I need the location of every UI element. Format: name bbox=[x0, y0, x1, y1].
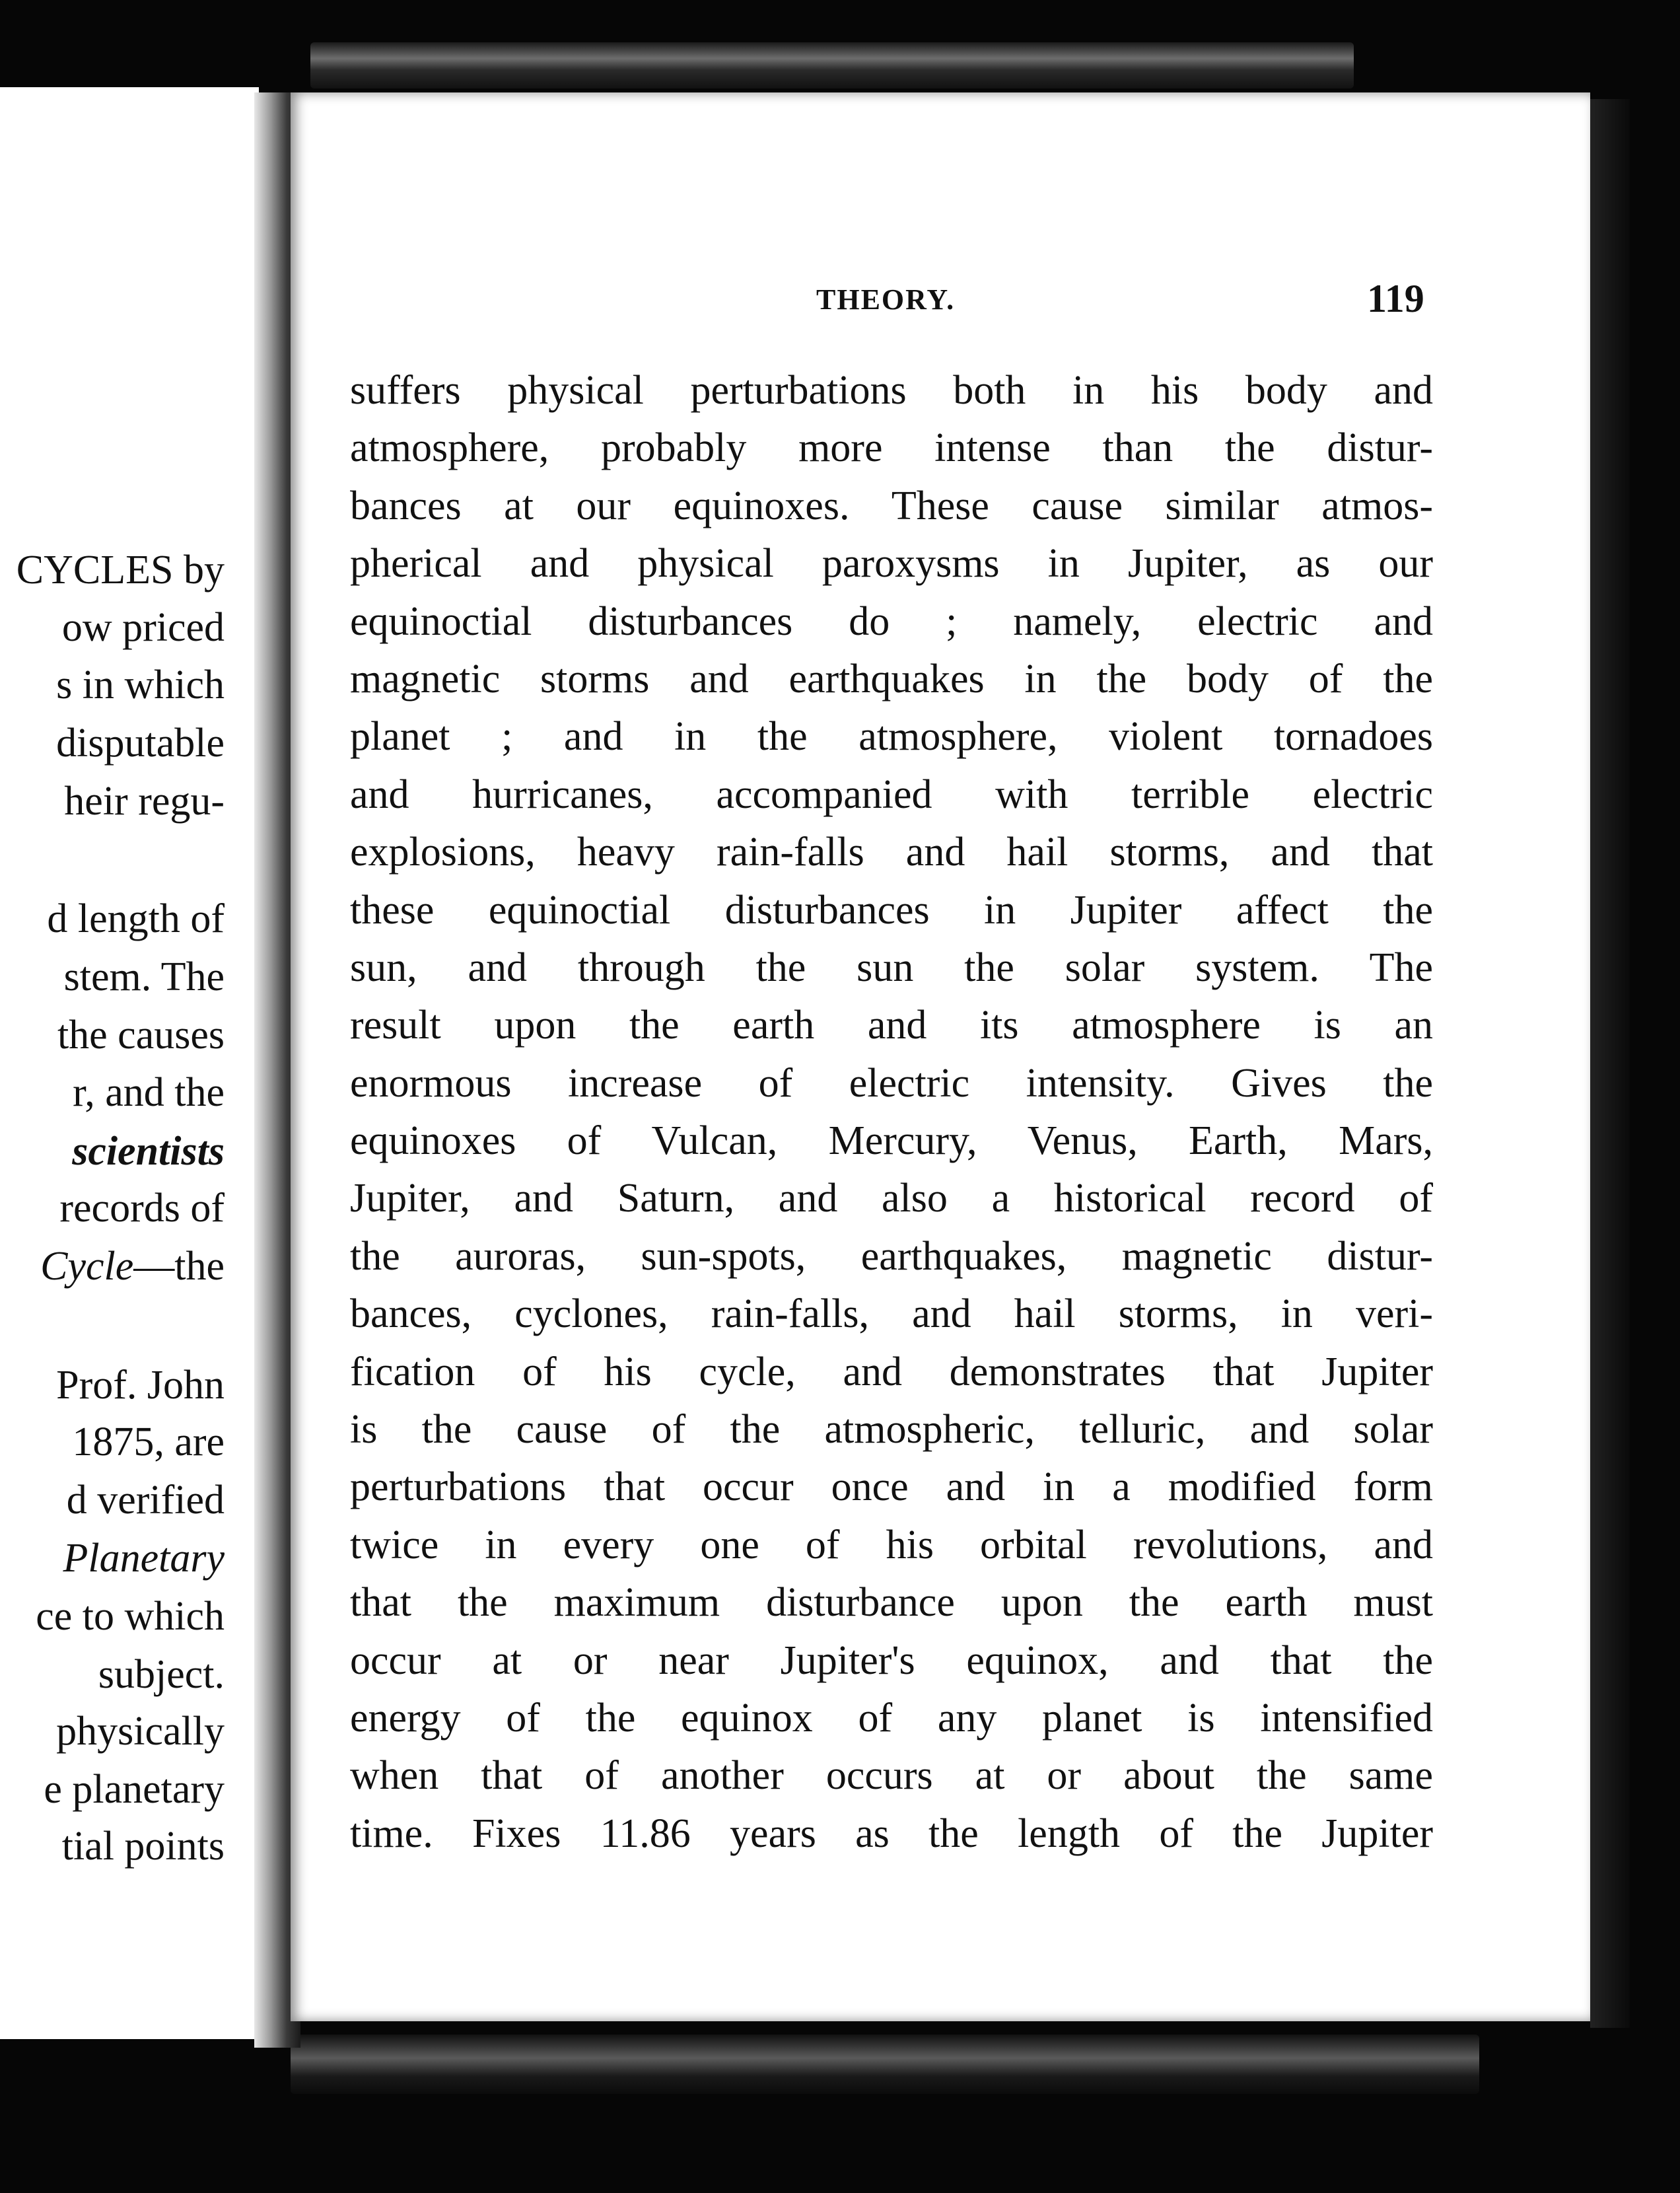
text-line: magnetic storms and earthquakes in the body of the bbox=[350, 656, 1433, 701]
text-line: when that of another occurs at or about the same bbox=[350, 1753, 1433, 1799]
text-line: equinoctial disturbances do ; namely, electric and bbox=[350, 598, 1433, 644]
left-page-line: Prof. John bbox=[56, 1363, 225, 1408]
text-line: sun, and through the sun the solar system. The bbox=[350, 945, 1433, 990]
facing-page-left bbox=[0, 87, 259, 2039]
left-page-line: 1875, are bbox=[72, 1420, 225, 1464]
text-line: suffers physical perturbations both in his body and bbox=[350, 368, 1433, 413]
text-line: twice in every one of his orbital revolutions, and bbox=[350, 1522, 1433, 1567]
text-line: fication of his cycle, and demonstrates that Jupiter bbox=[350, 1349, 1433, 1394]
text-line: occur at or near Jupiter's equinox, and that the bbox=[350, 1637, 1433, 1683]
book-binding-top bbox=[310, 42, 1354, 89]
left-page-line: ow priced bbox=[61, 605, 225, 650]
left-page-line: s in which bbox=[56, 663, 225, 707]
text-line: time. Fixes 11.86 years as the length of the Jupiter bbox=[350, 1811, 1433, 1856]
text-line: result upon the earth and its atmosphere is an bbox=[350, 1003, 1433, 1048]
text-line: perturbations that occur once and in a modified form bbox=[350, 1464, 1433, 1510]
left-page-line: Cycle—the bbox=[40, 1244, 225, 1289]
text-line: equinoxes of Vulcan, Mercury, Venus, Earth, Mars, bbox=[350, 1118, 1433, 1164]
left-page-line: scientists bbox=[72, 1129, 225, 1174]
text-line: explosions, heavy rain-falls and hail storms, and that bbox=[350, 830, 1433, 875]
left-page-line: tial points bbox=[61, 1824, 225, 1869]
text-line: pherical and physical paroxysms in Jupiter, as our bbox=[350, 541, 1433, 587]
text-line: is the cause of the atmospheric, telluric, and solar bbox=[350, 1407, 1433, 1453]
text-line: energy of the equinox of any planet is intensified bbox=[350, 1695, 1433, 1741]
book-binding-bottom bbox=[291, 2034, 1479, 2094]
left-page-line: heir regu- bbox=[64, 779, 225, 824]
left-page-line: CYCLES by bbox=[16, 548, 225, 593]
text-line: bances, cyclones, rain-falls, and hail storms, in veri- bbox=[350, 1291, 1433, 1337]
left-page-line: records of bbox=[59, 1186, 225, 1231]
text-line: Jupiter, and Saturn, and also a historical record of bbox=[350, 1176, 1433, 1221]
text-line: atmosphere, probably more intense than the distur- bbox=[350, 425, 1433, 471]
left-page-line: d verified bbox=[66, 1478, 225, 1523]
text-line: these equinoctial disturbances in Jupiter affect the bbox=[350, 887, 1433, 933]
text-line: and hurricanes, accompanied with terrible electric bbox=[350, 772, 1433, 817]
text-line: bances at our equinoxes. These cause similar atmos- bbox=[350, 483, 1433, 528]
body-text bbox=[350, 362, 1433, 1863]
left-page-line: ce to which bbox=[36, 1594, 225, 1639]
text-line: the auroras, sun-spots, earthquakes, magnetic distur- bbox=[350, 1233, 1433, 1279]
left-page-line: the causes bbox=[57, 1013, 225, 1058]
left-page-line: d length of bbox=[47, 896, 225, 941]
text-line: that the maximum disturbance upon the earth must bbox=[350, 1580, 1433, 1626]
left-page-line: physically bbox=[56, 1709, 225, 1754]
left-page-line: subject. bbox=[98, 1652, 225, 1697]
left-page-line: e planetary bbox=[44, 1767, 225, 1812]
text-line: planet ; and in the atmosphere, violent tornadoes bbox=[350, 714, 1433, 760]
page-number: 119 bbox=[1367, 277, 1424, 320]
page-right-edge bbox=[1590, 99, 1630, 2028]
left-page-line: r, and the bbox=[73, 1070, 225, 1115]
left-page-line: disputable bbox=[56, 721, 225, 766]
left-page-line: stem. The bbox=[63, 954, 225, 999]
text-line: enormous increase of electric intensity. Gives the bbox=[350, 1060, 1433, 1106]
left-page-line: Planetary bbox=[63, 1536, 225, 1581]
running-head: THEORY. bbox=[816, 283, 956, 316]
